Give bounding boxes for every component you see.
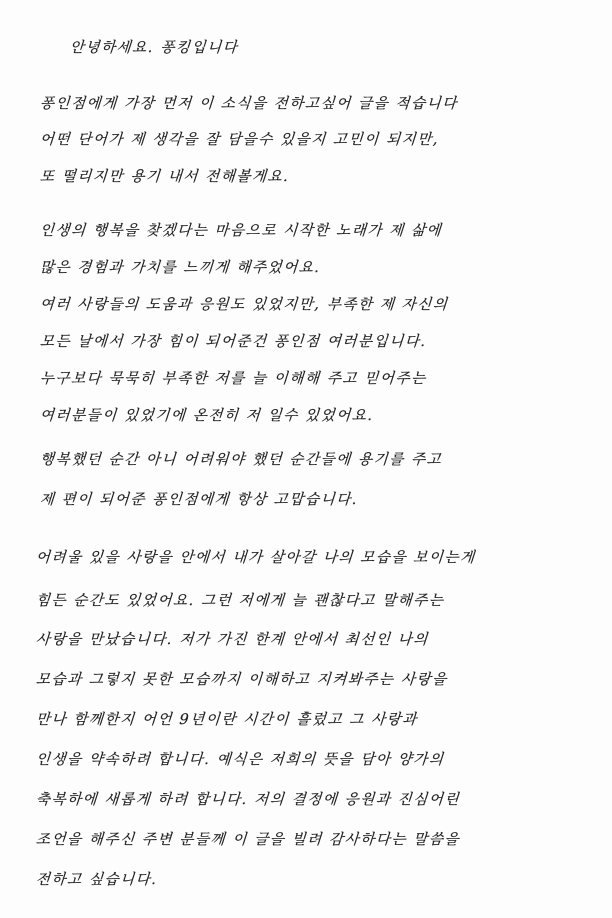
letter-line: 사랑을 만났습니다. 저가 가진 한계 안에서 최선인 나의 [35, 632, 430, 648]
letter-line: 축복하에 새롭게 하려 합니다. 저의 결정에 응원과 진심어린 [35, 792, 461, 808]
letter-greeting: 안녕하세요. 퐁킹입니다 [69, 40, 239, 56]
letter-line: 인생의 행복을 찾겠다는 마음으로 시작한 노래가 제 삶에 [39, 223, 443, 239]
letter-line: 모든 날에서 가장 힘이 되어준건 퐁인점 여러분입니다. [39, 334, 428, 350]
letter-line: 어떤 단어가 제 생각을 잘 담을수 있을지 고민이 되지만, [39, 132, 440, 148]
letter-line: 힘든 순간도 있었어요. 그런 저에게 늘 괜찮다고 말해주는 [35, 593, 446, 609]
letter-line: 여러 사랑들의 도움과 응원도 있었지만, 부족한 제 자신의 [39, 297, 450, 313]
letter-line: 퐁인점에게 가장 먼저 이 소식을 전하고싶어 글을 적습니다 [39, 96, 459, 112]
letter-line: 모습과 그렇지 못한 모습까지 이해하고 지켜봐주는 사랑을 [35, 672, 449, 688]
letter-line: 여러분들이 있었기에 온전히 저 일수 있었어요. [39, 408, 375, 424]
letter-line: 만나 함께한지 어언 9년이란 시간이 흘렀고 그 사랑과 [35, 712, 419, 728]
letter-line: 제 편이 되어준 퐁인점에게 항상 고맙습니다. [39, 492, 359, 508]
letter-line: 누구보다 묵묵히 부족한 저를 늘 이해해 주고 믿어주는 [39, 371, 428, 387]
letter-line: 또 떨리지만 용기 내서 전해볼게요. [39, 169, 291, 185]
letter-line: 인생을 약속하려 합니다. 예식은 저희의 뜻을 담아 양가의 [35, 752, 446, 768]
letter-line: 전하고 싶습니다. [35, 872, 159, 888]
letter-line: 어려울 있을 사랑을 안에서 내가 살아갈 나의 모습을 보이는게 [35, 550, 477, 566]
letter-line: 행복했던 순간 아니 어려워야 했던 순간들에 용기를 주고 [39, 452, 443, 468]
letter-line: 조언을 해주신 주변 분들께 이 글을 빌려 감사하다는 말씀을 [35, 832, 461, 848]
letter-line: 많은 경험과 가치를 느끼게 해주었어요. [39, 260, 322, 276]
